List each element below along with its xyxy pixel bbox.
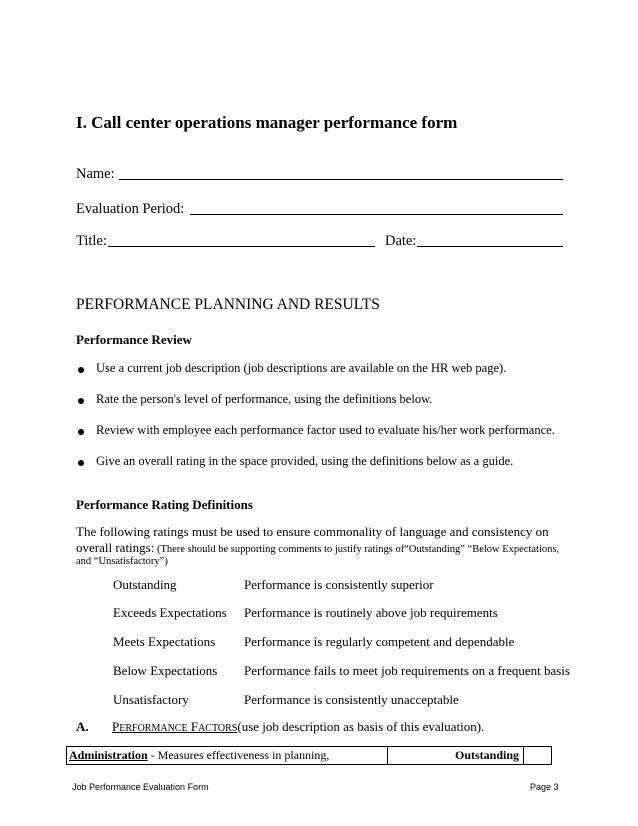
factors-cap-f: F [187, 719, 199, 734]
rating-desc-meets: Performance is regularly competent and dependable [244, 634, 515, 649]
rating-desc-below: Performance fails to meet job requirements on a frequent basis [244, 663, 570, 678]
rating-name-outstanding: Outstanding [113, 577, 177, 592]
factors-sc-actors: ACTORS [198, 723, 238, 734]
rating-desc-exceeds: Performance is routinely above job requirements [244, 605, 498, 620]
ratings-note-text: (There should be supporting comments to justify ratings of“Outstanding” “Below Expectations, [154, 544, 560, 555]
evaluation-period-field-line[interactable] [190, 214, 563, 215]
factors-heading-underlined [112, 719, 237, 734]
performance-review-heading: Performance Review [76, 332, 192, 347]
overall-ratings-text: overall ratings: [76, 540, 155, 555]
bullet-icon [78, 460, 84, 466]
rating-name-below: Below Expectations [113, 663, 218, 678]
name-field-line[interactable] [119, 179, 563, 180]
review-bullet-3: Review with employee each performance factor used to evaluate his/her work performance. [96, 423, 555, 437]
definitions-paragraph-line-1: The following ratings must be used to ensure commonality of language and consistency on [76, 524, 549, 539]
bullet-icon [78, 398, 84, 404]
outstanding-column-label: Outstanding [455, 748, 520, 762]
rating-name-exceeds: Exceeds Expectations [113, 605, 227, 620]
form-title: I. Call center operations manager performance form [76, 113, 458, 132]
factors-heading-rest: (use job description as basis of this evaluation). [237, 719, 485, 734]
definitions-paragraph-line-3: and “Unsatisfactory”) [76, 556, 168, 567]
bullet-icon [78, 429, 84, 435]
name-label: Name: [76, 166, 115, 182]
section-heading: PERFORMANCE PLANNING AND RESULTS [76, 296, 380, 313]
title-label: Title: [76, 233, 107, 249]
factors-sc-erformance: ERFORMANCE [119, 723, 188, 734]
administration-label: Administration [69, 748, 148, 762]
administration-cell [67, 747, 388, 764]
factors-cap-p: P [112, 719, 120, 734]
review-bullet-4: Give an overall rating in the space provided, using the definitions below as a guide. [96, 454, 514, 468]
rating-desc-unsatisfactory: Performance is consistently unacceptable [244, 692, 459, 707]
rating-name-unsatisfactory: Unsatisfactory [113, 692, 189, 707]
rating-checkbox-cell[interactable] [523, 747, 552, 764]
factors-table-row [66, 746, 552, 765]
title-field-line[interactable] [108, 246, 375, 247]
review-bullet-1: Use a current job description (job descriptions are available on the HR web page). [96, 361, 507, 375]
rating-desc-outstanding: Performance is consistently superior [244, 577, 434, 592]
review-bullet-2: Rate the person's level of performance, using the definitions below. [96, 392, 433, 406]
rating-name-meets: Meets Expectations [113, 634, 216, 649]
page-number: Page 3 [530, 782, 559, 792]
administration-description: - Measures effectiveness in planning, [147, 748, 330, 762]
factors-heading [112, 719, 484, 735]
rating-definitions-heading: Performance Rating Definitions [76, 497, 253, 512]
date-label: Date: [385, 233, 417, 249]
definitions-paragraph-line-2 [76, 539, 559, 557]
evaluation-period-label: Evaluation Period: [76, 201, 185, 217]
footer-left: Job Performance Evaluation Form [72, 782, 209, 792]
bullet-icon [78, 367, 84, 373]
factors-letter: A. [76, 719, 89, 734]
date-field-line[interactable] [417, 246, 563, 247]
